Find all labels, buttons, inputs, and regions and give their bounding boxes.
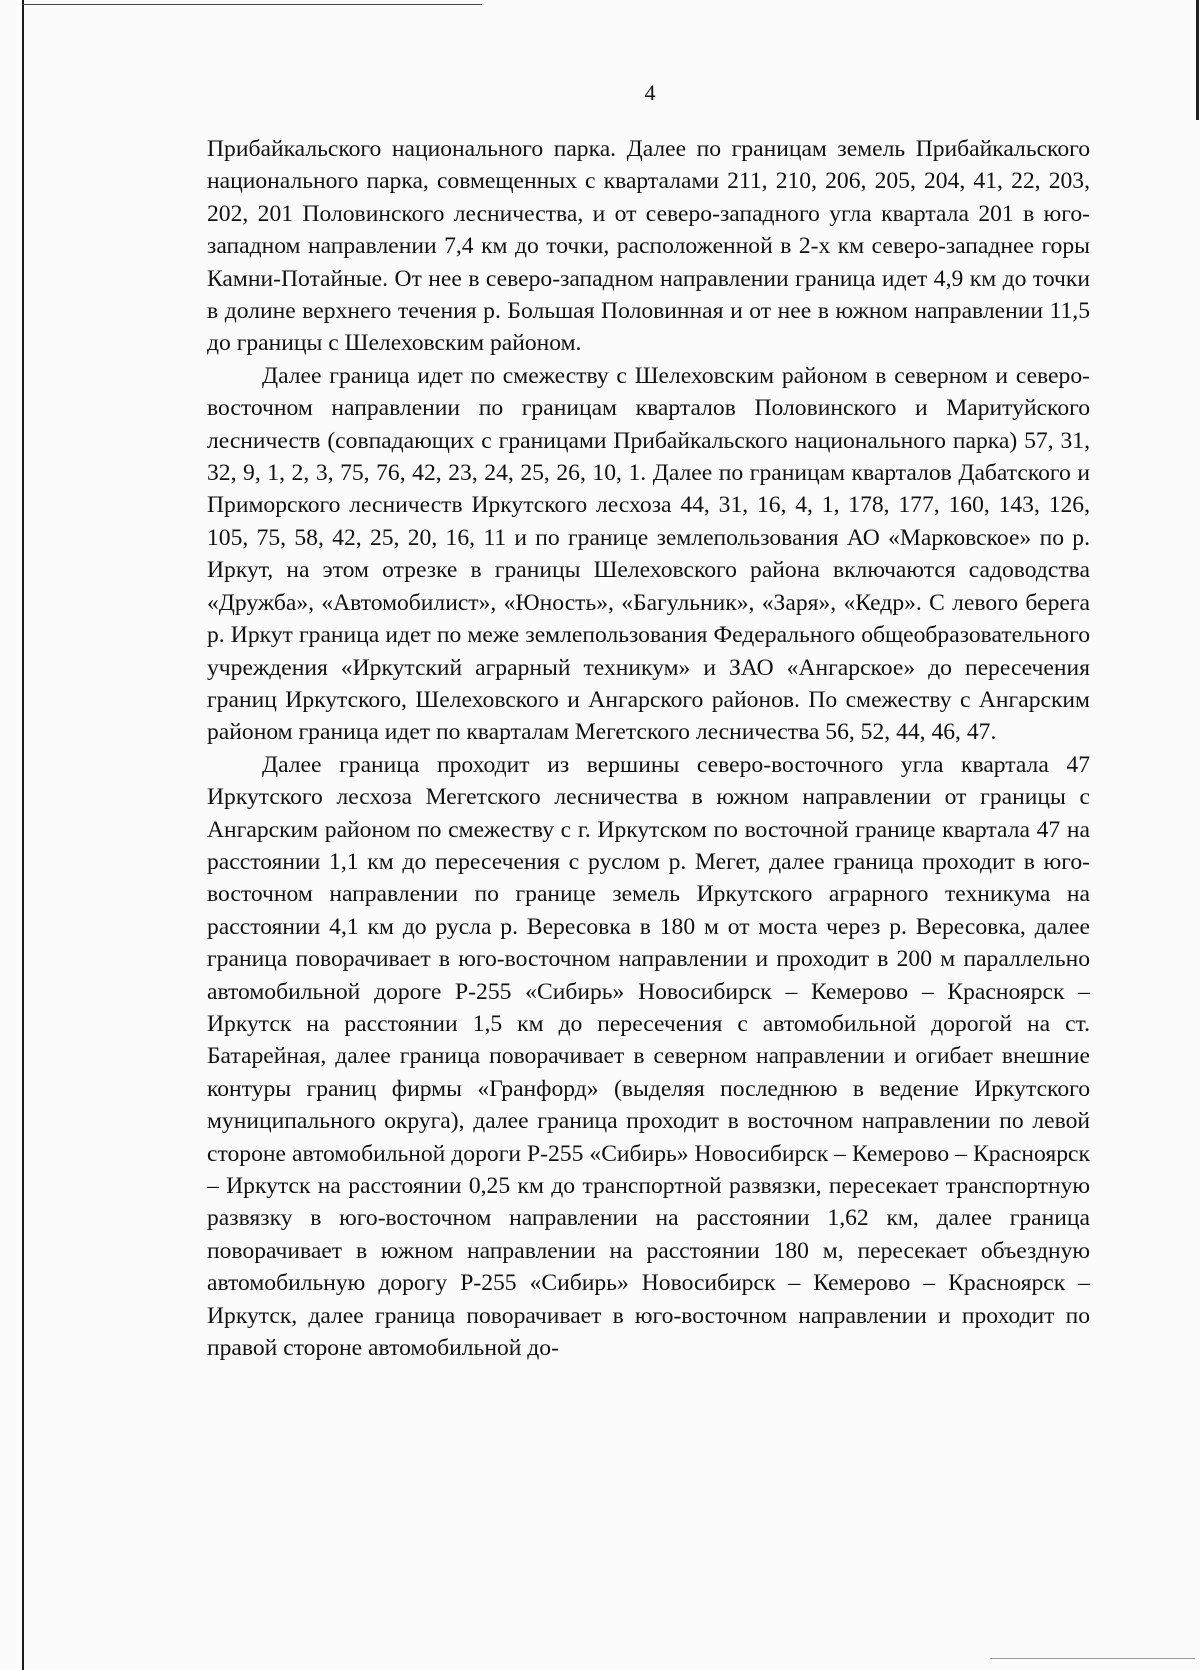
scan-edge-left (22, 0, 24, 1670)
scan-top-line (22, 4, 482, 5)
document-body (207, 133, 1090, 1364)
paragraph-2: Далее граница идет по смежеству с Шелеховским районом в северном и северо-восточном направлении по границам кварталов Половинского и Маритуйского лесничеств (совпадающих с границами Прибайкальского национального парка) 57, 31, 32, 9, 1, 2, 3, 75, 76, 42, 23, 24, 25, 26, 10, 1. Далее по границам кварталов Дабатского и Приморского лесничеств Иркутского лесхоза 44, 31, 16, 4, 1, 178, 177, 160, 143, 126, 105, 75, 58, 42, 25, 20, 16, 11 и по границе землепользования АО «Марковское» по р. Иркут, на этом отрезке в границы Шелеховского района включаются садоводства «Дружба», «Автомобилист», «Юность», «Багульник», «Заря», «Кедр». С левого берега р. Иркут граница идет по меже землепользования Федерального общеобразовательного учреждения «Иркутский аграрный техникум» и ЗАО «Ангарское» до пересечения границ Иркутского, Шелеховского и Ангарского районов. По смежеству с Ангарским районом граница идет по кварталам Мегетского лесничества 56, 52, 44, 46, 47. (207, 362, 1090, 746)
paragraph-3: Далее граница проходит из вершины северо-восточного угла квартала 47 Иркутского лесхоза Мегетского лесничества в южном направлении от границы с Ангарским районом по смежеству с г. Иркутском по восточной границе квартала 47 на расстоянии 1,1 км до пересечения с руслом р. Мегет, далее граница проходит в юго-восточном направлении по границе земель Иркутского аграрного техникума на расстоянии 4,1 км до русла р. Вересовка в 180 м от моста через р. Вересовка, далее граница поворачивает в юго-восточном направлении и проходит в 200 м параллельно автомобильной дороге Р-255 «Сибирь» Новосибирск – Кемерово – Красноярск – Иркутск на расстоянии 1,5 км до пересечения с автомобильной дорогой на ст. Батарейная, далее граница поворачивает в северном направлении и огибает внешние контуры границ фирмы «Гранфорд» (выделяя последнюю в ведение Иркутского муниципального округа), далее граница проходит в восточном направлении по левой стороне автомобильной дороги Р-255 «Сибирь» Новосибирск – Кемерово – Красноярск – Иркутск на расстоянии 0,25 км до транспортной развязки, пересекает транспортную развязку в юго-восточном направлении на расстоянии 1,62 км, далее граница поворачивает в южном направлении на расстоянии 180 м, пересекает объездную автомобильную дорогу Р-255 «Сибирь» Новосибирск – Кемерово – Красноярск – Иркутск, далее граница поворачивает в юго-восточном направлении и проходит по правой стороне автомобильной до- (207, 751, 1090, 1362)
paragraph-1: Прибайкальского национального парка. Далее по границам земель Прибайкальского национального парка, совмещенных с кварталами 211, 210, 206, 205, 204, 41, 22, 203, 202, 201 Половинского лесничества, и от северо-западного угла квартала 201 в юго-западном направлении 7,4 км до точки, расположенной в 2-х км северо-западнее горы Камни-Потайные. От нее в северо-западном направлении граница идет 4,9 км до точки в долине верхнего течения р. Большая Половинная и от нее в южном направлении 11,5 до границы с Шелеховским районом. (207, 136, 1090, 357)
scan-bottom-line (990, 1658, 1195, 1659)
page-number: 4 (644, 80, 656, 105)
